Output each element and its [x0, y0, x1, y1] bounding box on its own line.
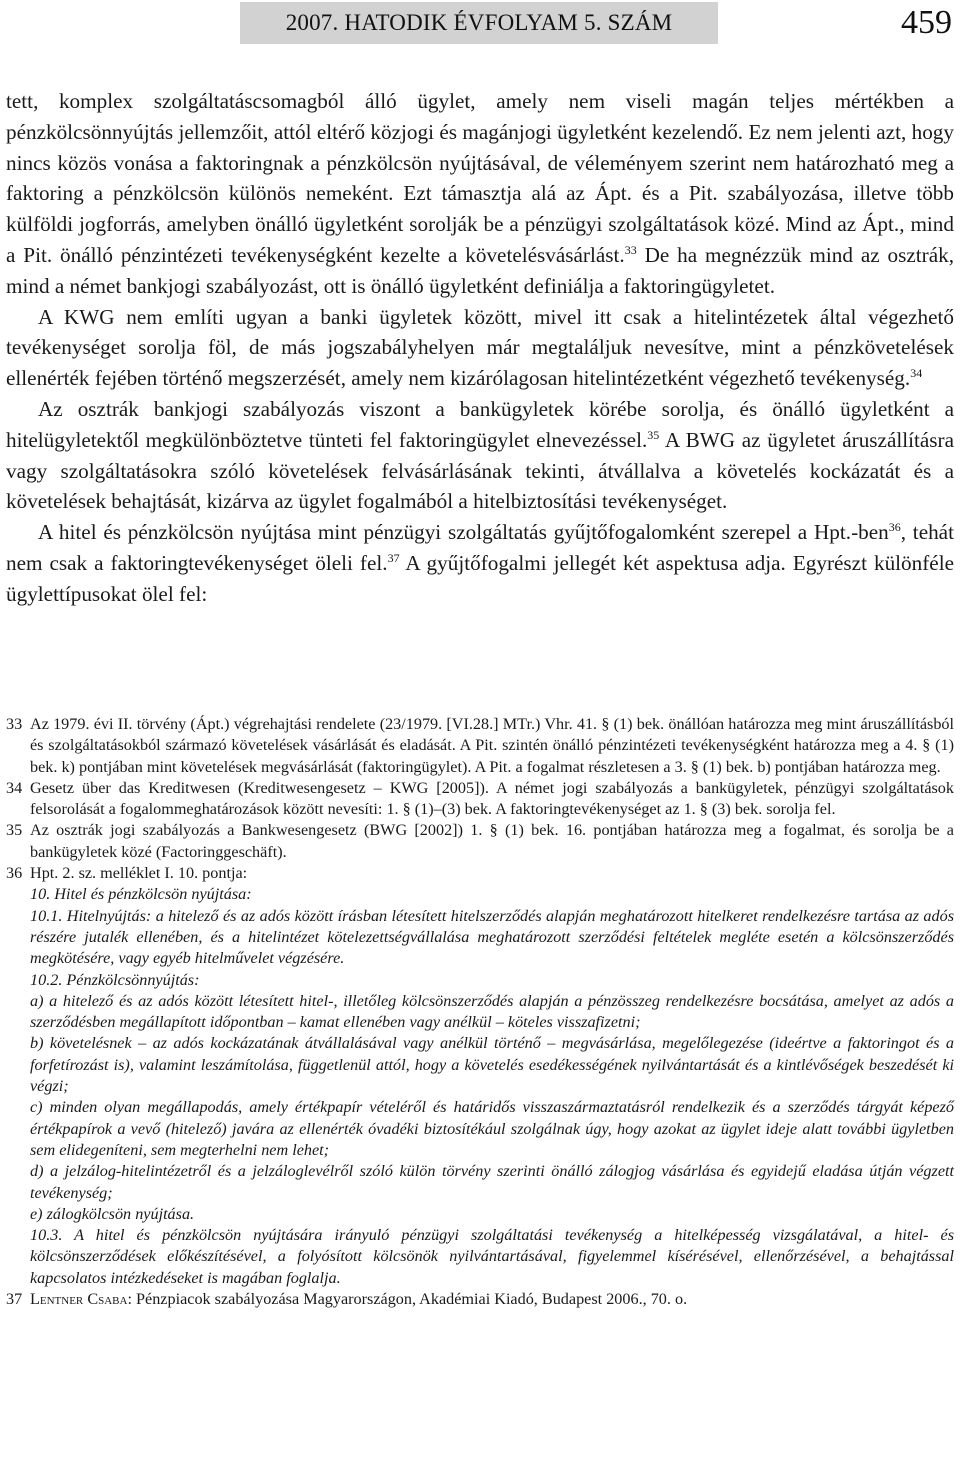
journal-issue-title: 2007. HATODIK ÉVFOLYAM 5. SZÁM — [285, 10, 673, 35]
footnote-text: Az 1979. évi II. törvény (Ápt.) végrehajtási rendelete (23/1979. [VI.28.] MTr.) Vhr. 41. § (1) bek. önállóan határozza meg mint áruszállításból és szolgáltatásokból származó követelések vásárlását és eladását. A Pit. szintén önálló pénzintézeti tevékenységként határozza meg a 4. § (1) bek. k) pontjában mint követelések megvásárlását (faktoringügylet). A Pit. a fogalmat részletesen a 3. § (1) bek. b) pontjában határozza meg. — [30, 715, 954, 776]
running-header — [0, 0, 960, 46]
footnote-text: Hpt. 2. sz. melléklet I. 10. pontja: — [30, 864, 248, 883]
footnote-author: Lentner Csaba — [30, 1290, 128, 1309]
footnote-36-quote-10-1: 10.1. Hitelnyújtás: a hitelező és az adós között írásban létesített hitelszerződés alapján meghatározott hitelkeret rendelkezésre tartása az adós részére jutalék ellenében, és a hitelintézet kötelezettségvállalása meghatározott szerződési feltételek megléte esetén a kölcsönszerződés megkötésére, vagy egyéb hitelművelet végzésére. — [30, 906, 954, 968]
footnote-ref-35[interactable]: 35 — [647, 427, 660, 442]
footnote-36-quote-a: a) a hitelező és az adós között létesített hitel-, illetőleg kölcsönszerződés alapján a pénzösszeg rendelkezésre bocsátása, amelyet az adós a szerződésben megállapított időpontban – kamat ellenében vagy anélkül – köteles visszafizetni; — [30, 991, 954, 1032]
footnote-ref-36[interactable]: 36 — [888, 520, 901, 535]
footnote-ref-33[interactable]: 33 — [624, 242, 637, 257]
footnote-number: 37 — [6, 1290, 23, 1309]
footnote-33 — [6, 714, 954, 778]
paragraph-1-text-a: tett, komplex szolgáltatáscsomagból álló ügylet, amely nem viseli magán teljes mértékben a pénzkölcsönnyújtás jellemzőit, attól eltérő közjogi és magánjogi ügyletként kezelendő. Ez nem jelenti azt, hogy nincs közös vonása a faktoringnak a pénzkölcsön nyújtásával, de véleményem szerint nem határozható meg a faktoring a pénzkölcsön különös nemeként. Ezt támasztja alá az Ápt. és a Pit. szabályozása, illetve több külföldi jogforrás, amelyben önálló ügyletként sorolják be a pénzügyi szolgáltatások közé. Mind az Ápt., mind a Pit. önálló pénzintézeti tevékenységként kezelte a követelésvásárlást. — [6, 89, 954, 267]
paragraph-4-text-b: , tehát nem csak a faktoringtevékenységet öleli fel. — [6, 520, 954, 575]
paragraph-1 — [6, 86, 954, 302]
paragraph-3-text-b: A BWG az ügyletet áruszállításra vagy szolgáltatásokra szóló követelések felvásárlásának tekinti, átvállalva a követelés kockázatát és a követelések behajtását, kizárva az ügylet fogalmából a hitelbiztosítási tevékenységet. — [6, 427, 955, 514]
footnote-36-quote-d: d) a jelzálog-hitelintézetről és a jelzáloglevélről szóló külön törvény szerinti önálló zálogjog vásárlása és egyidejű eladása útján végzett tevékenység; — [30, 1162, 954, 1202]
footnote-text: Az osztrák jogi szabályozás a Bankwesengesetz (BWG [2002]) 1. § (1) bek. 16. pontjában határozza meg a fogalmat, és sorolja be a bankügyletek közé (Factoringgeschäft). — [30, 821, 954, 861]
footnote-36 — [6, 863, 954, 884]
footnote-36-quote-10-2: 10.2. Pénzkölcsönnyújtás: — [30, 970, 200, 989]
footnote-36-quote-b: b) követelésnek – az adós kockázatának átvállalásával vagy anélkül történő – megvásárlása, megelőlegezése (ideértve a faktoringot és a forfetírozást is), valamint leszámítolása, függetlenül attól, hogy a követelés esedékességének nyilvántartását és a kintlévőségek beszedését ki végzi; — [30, 1034, 954, 1096]
footnote-number: 36 — [6, 864, 23, 883]
footnote-36-quote-10: 10. Hitel és pénzkölcsön nyújtása: — [30, 885, 252, 904]
paragraph-4-text-c: A gyűjtőfogalmi jellegét két aspektusa adja. Egyrészt különféle ügylettípusokat ölel fel: — [6, 550, 954, 606]
paragraph-4-text-a: A hitel és pénzkölcsön nyújtása mint pénzügyi szolgáltatás gyűjtőfogalomként szerepel a Hpt.-ben — [38, 520, 889, 545]
footnote-36-quote-c: c) minden olyan megállapodás, amely értékpapír vételéről és határidős visszaszármaztatásról rendelkezik és a szerződés tárgyát képező értékpapírok a vevő (hitelező) javára az ellenérték óvadéki biztosítékául szolgálnak úgy, hogy azokat az ügylet ideje alatt további ügyletben sem elidegeníteni, sem megterhelni nem lehet; — [30, 1098, 954, 1159]
footnote-ref-37[interactable]: 37 — [387, 550, 400, 565]
footnote-35 — [6, 820, 954, 863]
paragraph-2-text: A KWG nem említi ugyan a banki ügyletek között, mivel itt csak a hitelintézetek által végezhető tevékenységet sorolja föl, de más jogszabályhelyen már megtaláljuk nevesítve, mint a pénzkövetelések ellenérték fejében történő megszerzését, amely nem kizárólagosan hitelintézetként végezhető tevékenység. — [6, 304, 954, 391]
footnote-34 — [6, 778, 954, 821]
footnote-number: 33 — [6, 715, 23, 733]
paragraph-1-text-b: De ha megnézzük mind az osztrák, mind a német bankjogi szabályozást, ott is önálló ügyletként definiálja a faktoringügyletet. — [6, 242, 954, 298]
footnote-number: 35 — [6, 821, 23, 840]
paragraph-3-text-a: Az osztrák bankjogi szabályozás viszont a bankügyletek körébe sorolja, és önálló ügyletként a hitelügyletektől megkülönböztetve tünteti fel faktoringügylet elnevezéssel. — [6, 396, 954, 452]
footnote-36-quote-e: e) zálogkölcsön nyújtása. — [30, 1204, 195, 1223]
footnote-number: 34 — [6, 778, 23, 797]
paragraph-2 — [6, 302, 954, 394]
footnotes — [6, 714, 954, 1310]
footnote-ref-34[interactable]: 34 — [910, 366, 923, 381]
journal-issue-band — [240, 2, 718, 44]
footnote-36-quote-10-3: 10.3. A hitel és pénzkölcsön nyújtására irányuló pénzügyi szolgáltatási tevékenység a hitelképesség vizsgálatával, a hitel- és kölcsönszerződések előkészítésével, a folyósított kölcsönök nyilvántartásával, figyelemmel kísérésével, ellenőrzésével, a behajtással kapcsolatos intézkedéseket is magában foglalja. — [30, 1226, 954, 1287]
paragraph-3 — [6, 394, 954, 517]
footnote-text: Gesetz über das Kreditwesen (Kreditwesengesetz – KWG [2005]). A német jogi szabályozás a bankügyletek, pénzügyi szolgáltatások felsorolását a fogalommeghatározások között nevesíti: 1. § (1)–(3) bek. A faktoringtevékenységet az 1. § (3) bek. sorolja fel. — [30, 778, 954, 819]
footnote-37 — [6, 1289, 954, 1310]
main-text — [6, 86, 954, 610]
paragraph-4 — [6, 517, 954, 609]
page-number: 459 — [901, 4, 952, 41]
footnote-text: : Pénzpiacok szabályozása Magyarországon, Akadémiai Kiadó, Budapest 2006., 70. o. — [127, 1290, 688, 1309]
